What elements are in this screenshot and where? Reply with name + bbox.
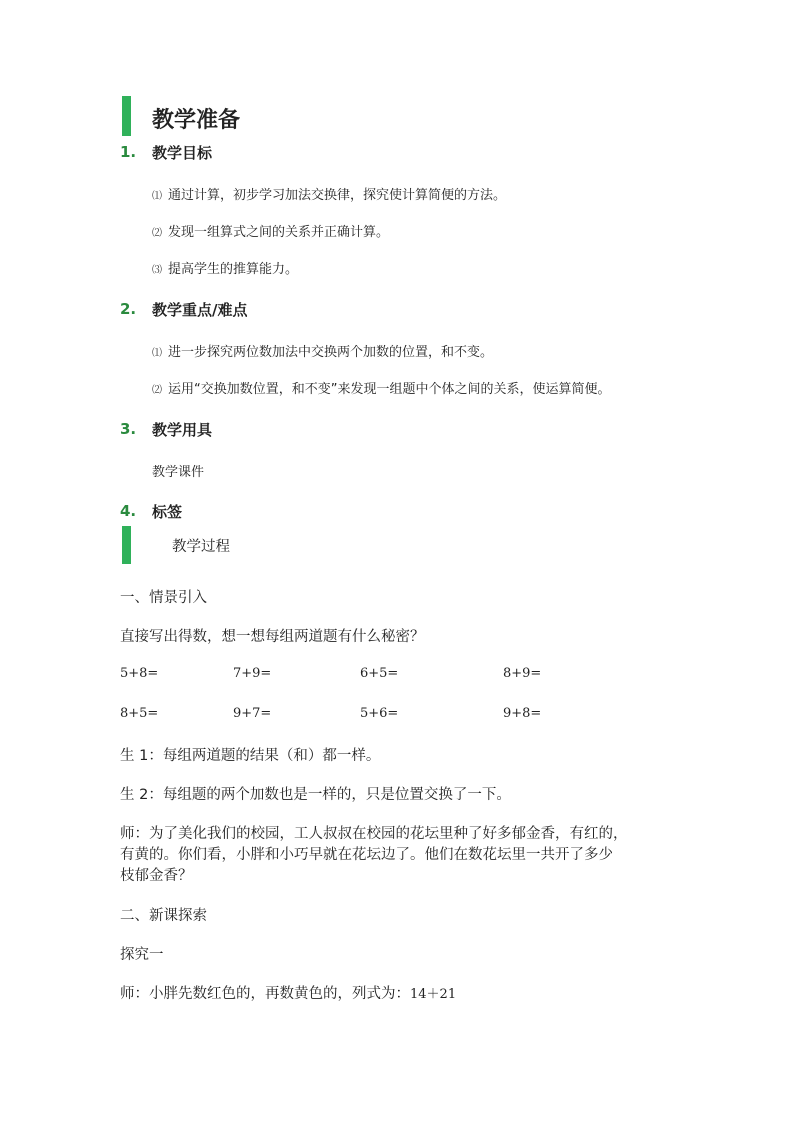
- equation: 6+5=: [360, 666, 399, 681]
- student-answer: 生 1：每组两道题的结果（和）都一样。: [120, 748, 381, 764]
- intro-heading: 一、情景引入: [120, 590, 207, 606]
- section-number: 2.: [120, 300, 137, 318]
- section-accent-bar: [122, 96, 131, 136]
- subsection-title: 教学用具: [152, 421, 213, 439]
- section-title: 教学准备: [152, 108, 241, 133]
- teacher-line: 师：为了美化我们的校园，工人叔叔在校园的花坛里种了好多郁金香，有红的，: [120, 826, 628, 842]
- list-item: [152, 258, 298, 277]
- new-lesson-heading: 二、新课探索: [120, 908, 207, 924]
- teacher-line: 有黄的。你们看，小胖和小巧早就在花坛边了。他们在数花坛里一共开了多少: [120, 847, 613, 863]
- list-marker: ⑵: [152, 385, 162, 396]
- section-number: 3.: [120, 420, 137, 438]
- process-accent-bar: [122, 526, 131, 564]
- intro-question: 直接写出得数，想一想每组两道题有什么秘密？: [120, 629, 425, 645]
- teacher-line-text: 师：小胖先数红色的，再数黄色的，列式为：: [120, 986, 410, 1002]
- equation: 9+7=: [233, 706, 272, 721]
- explore-heading: 探究一: [120, 947, 164, 963]
- section-number: 4.: [120, 502, 137, 520]
- section-number: 1.: [120, 143, 137, 161]
- list-marker: ⑵: [152, 228, 162, 239]
- process-title: 教学过程: [172, 539, 230, 555]
- teacher-line: 枝郁金香？: [120, 868, 193, 884]
- list-item-text: 通过计算，初步学习加法交换律，探究使计算简便的方法。: [168, 188, 507, 203]
- list-item-text: 提高学生的推算能力。: [168, 262, 299, 277]
- subsection-title: 教学重点/难点: [152, 301, 248, 319]
- list-item-text: 发现一组算式之间的关系并正确计算。: [168, 225, 390, 240]
- list-item: [152, 184, 506, 203]
- subsection-title: 教学目标: [152, 144, 213, 162]
- list-item-text: 进一步探究两位数加法中交换两个加数的位置，和不变。: [168, 345, 494, 360]
- subsection-title: 标签: [152, 503, 183, 521]
- list-item-text: 运用“交换加数位置，和不变”来发现一组题中个体之间的关系，使运算简便。: [168, 382, 611, 397]
- list-item: [152, 341, 493, 360]
- equation: 8+5=: [120, 706, 159, 721]
- list-item: [152, 221, 389, 240]
- equation: 7+9=: [233, 666, 272, 681]
- list-marker: ⑴: [152, 191, 162, 202]
- teaching-tools-text: 教学课件: [152, 465, 205, 480]
- equation: 5+8=: [120, 666, 159, 681]
- list-marker: ⑴: [152, 348, 162, 359]
- teacher-line: [120, 982, 456, 1003]
- list-marker: ⑶: [152, 265, 162, 276]
- student-answer: 生 2：每组题的两个加数也是一样的，只是位置交换了一下。: [120, 787, 511, 803]
- equation: 9+8=: [503, 706, 542, 721]
- equation: 5+6=: [360, 706, 399, 721]
- equation: 8+9=: [503, 666, 542, 681]
- expression: 14＋21: [410, 987, 457, 1002]
- list-item: [152, 378, 610, 397]
